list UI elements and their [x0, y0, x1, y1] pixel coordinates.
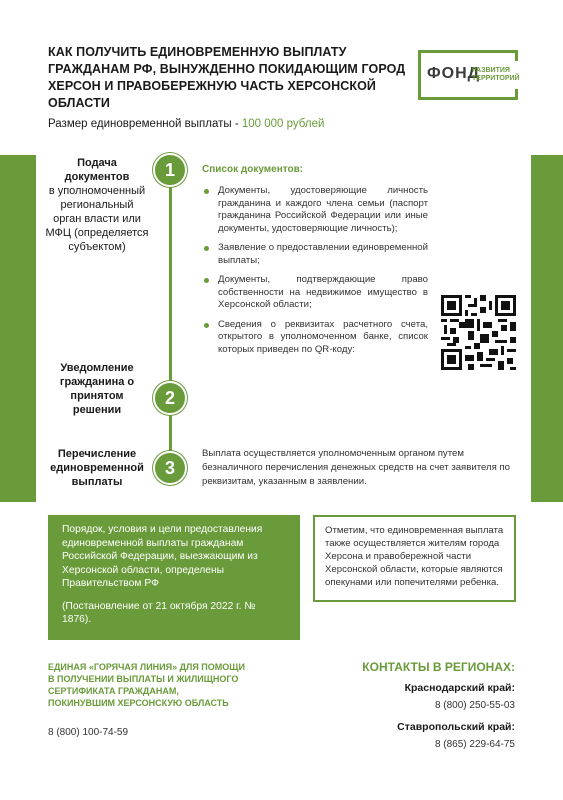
- logo-main-text: ФОНД: [427, 65, 481, 82]
- step-3-number: 3: [153, 451, 187, 485]
- logo-sub-text: РАЗВИТИЯ ТЕРРИТОРИЙ: [472, 67, 520, 82]
- list-item: Сведения о реквизитах расчетного счета, открытого в уполномоченном банке, список которых приведен по QR-коду:: [202, 319, 428, 357]
- hotline-title: ЕДИНАЯ «ГОРЯЧАЯ ЛИНИЯ» ДЛЯ ПОМОЩИ В ПОЛУЧЕНИИ ВЫПЛАТЫ И ЖИЛИЩНОГО СЕРТИФИКАТА ГРАЖДАНАМ, ПОКИНУВШИМ ХЕРСОНСКУЮ ОБЛАСТЬ: [48, 662, 245, 708]
- hotline-phone[interactable]: 8 (800) 100-74-59: [48, 727, 129, 738]
- decree-reference: (Постановление от 21 октября 2022 г. № 1876).: [62, 600, 256, 625]
- right-decor-bar: [531, 155, 563, 502]
- documents-title: Список документов:: [202, 164, 304, 175]
- list-item: Заявление о предоставлении единовременной выплаты;: [202, 242, 428, 267]
- documents-list: [202, 185, 428, 363]
- step-2-label: Уведомление гражданина о принятом решении: [59, 362, 135, 416]
- list-item: Документы, удостоверяющие личность гражданина и каждого члена семьи (паспорт гражданина Российской Федерации или иные документы, удостоверяющие личность);: [202, 185, 428, 235]
- payment-amount-value: 100 000 рублей: [241, 118, 325, 130]
- note-box: Отметим, что единовременная выплата также осуществляется жителям города Херсона и правобережной части Херсонской области, которые являются опекунами или попечителями ребенка.: [313, 515, 516, 602]
- step-2-number: 2: [153, 381, 187, 415]
- contacts-title: КОНТАКТЫ В РЕГИОНАХ:: [362, 660, 515, 674]
- step-3-label: Перечисление единовременной выплаты: [50, 448, 144, 488]
- region-phone[interactable]: 8 (865) 229-64-75: [434, 739, 515, 750]
- fund-logo: [418, 50, 518, 100]
- step-3-description: Выплата осуществляется уполномоченным органом путем безналичного перечисления денежных средств на счет заявителя по реквизитам, указанным в заявлении.: [202, 448, 510, 487]
- region-phone[interactable]: 8 (800) 250-55-03: [434, 700, 515, 711]
- page-title: КАК ПОЛУЧИТЬ ЕДИНОВРЕМЕННУЮ ВЫПЛАТУ ГРАЖДАНАМ РФ, ВЫНУЖДЕННО ПОКИДАЮЩИМ ГОРОД ХЕРСОН И ПРАВОБЕРЕЖНУЮ ЧАСТЬ ХЕРСОНСКОЙ ОБЛАСТИ: [48, 45, 406, 110]
- left-decor-bar: [0, 155, 36, 502]
- timeline-line: [169, 186, 172, 466]
- list-item: Документы, подтверждающие право собственности на недвижимое имущество в Херсонской области;: [202, 274, 428, 312]
- legal-info-box: [48, 515, 300, 640]
- step-1-label: Подача документов в уполномоченный региональный орган власти или МФЦ (определяется субъектом): [45, 157, 149, 253]
- legal-info-text: Порядок, условия и цели предоставления единовременной выплаты гражданам Российской Федерации, выезжающим из Херсонской области, определены Правительством РФ: [62, 524, 263, 589]
- step-1-number: 1: [153, 153, 187, 187]
- region-name: Ставропольский край:: [397, 721, 515, 733]
- qr-code-icon[interactable]: [441, 295, 516, 370]
- regional-contacts: [315, 660, 515, 759]
- region-name: Краснодарский край:: [404, 682, 515, 694]
- payment-amount: Размер единовременной выплаты - 100 000 рублей: [48, 118, 325, 130]
